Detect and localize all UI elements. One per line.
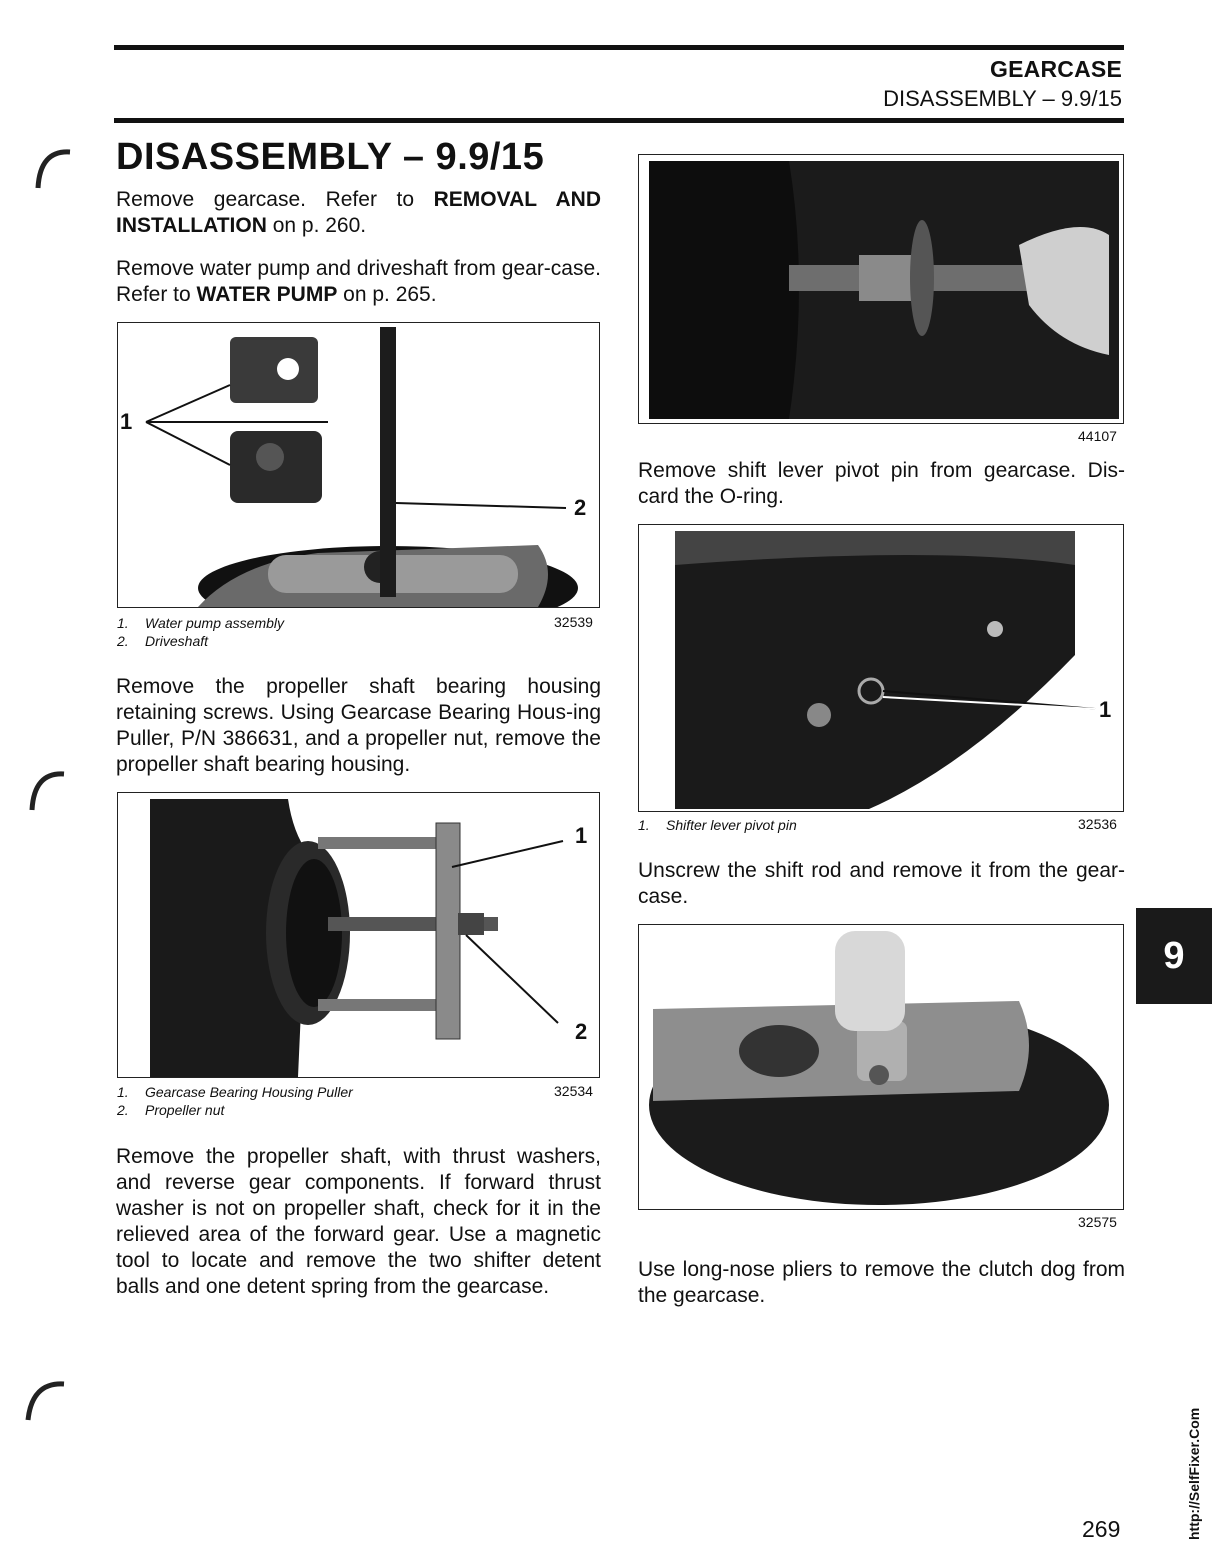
chapter-tab: 9 — [1136, 908, 1212, 1004]
left-paragraph-3: Remove the propeller shaft bearing housing retaining screws. Using Gearcase Bearing Hous-ing Puller, P/N 386631, and a propeller nut, remove the propeller shaft bearing housing. — [116, 675, 601, 776]
figure-water-pump-driveshaft — [117, 322, 600, 608]
figure-2-number: 32534 — [554, 1083, 593, 1099]
figure-4-number: 32536 — [1078, 816, 1117, 832]
left-paragraph-2: Remove water pump and driveshaft from gear-case. Refer to WATER PUMP on p. 265. — [116, 257, 601, 306]
binder-mark — [22, 760, 72, 820]
header-subsection: DISASSEMBLY – 9.9/15 — [883, 86, 1122, 111]
driveshaft-gear-photo — [639, 155, 1123, 423]
left-paragraph-4: Remove the propeller shaft, with thrust washers, and reverse gear components. If forward thrust washer is not on propeller shaft, check for it in the relieved area of the forward gear. Use a magnetic tool to locate and remove the two shifter detent balls and one detent spring from the gearcase. — [116, 1145, 601, 1298]
figure-5-number: 32575 — [1078, 1214, 1117, 1230]
right-paragraph-2: Unscrew the shift rod and remove it from the gear-case. — [638, 859, 1125, 908]
figure-2-caption-2: 2. Propeller nut — [117, 1102, 225, 1118]
pivot-pin-photo — [639, 525, 1123, 811]
figure-shift-rod — [638, 924, 1124, 1210]
figure-bearing-housing-puller — [117, 792, 600, 1078]
page-number: 269 — [1082, 1516, 1121, 1542]
left-paragraph-1: Remove gearcase. Refer to REMOVAL AND INSTALLATION on p. 260. — [116, 188, 601, 237]
page-title: DISASSEMBLY – 9.9/15 — [116, 136, 545, 178]
header-section: GEARCASE — [990, 56, 1122, 82]
figure-driveshaft-gear — [638, 154, 1124, 424]
header-top-rule — [114, 45, 1124, 50]
header-bottom-rule — [114, 118, 1124, 123]
callout-2: 2 — [574, 495, 587, 520]
water-pump-photo — [118, 323, 599, 607]
figure-4-caption-1: 1. Shifter lever pivot pin — [638, 817, 797, 833]
shift-rod-photo — [639, 925, 1123, 1209]
right-paragraph-3: Use long-nose pliers to remove the clutch dog from the gearcase. — [638, 1258, 1125, 1307]
figure-pivot-pin — [638, 524, 1124, 812]
callout-1: 1 — [575, 823, 588, 848]
puller-photo — [118, 793, 599, 1077]
figure-3-number: 44107 — [1078, 428, 1117, 444]
callout-1: 1 — [120, 409, 133, 434]
figure-1-number: 32539 — [554, 614, 593, 630]
binder-mark — [18, 1370, 68, 1430]
site-watermark: http://SelfFixer.Com — [1186, 1407, 1202, 1540]
figure-2-caption-1: 1. Gearcase Bearing Housing Puller — [117, 1084, 353, 1100]
right-paragraph-1: Remove shift lever pivot pin from gearcase. Dis-card the O-ring. — [638, 459, 1125, 508]
figure-1-caption-2: 2. Driveshaft — [117, 633, 209, 649]
callout-1: 1 — [1099, 697, 1112, 722]
binder-mark — [30, 140, 80, 200]
figure-1-caption-1: 1. Water pump assembly — [117, 615, 285, 631]
callout-2: 2 — [575, 1019, 588, 1044]
